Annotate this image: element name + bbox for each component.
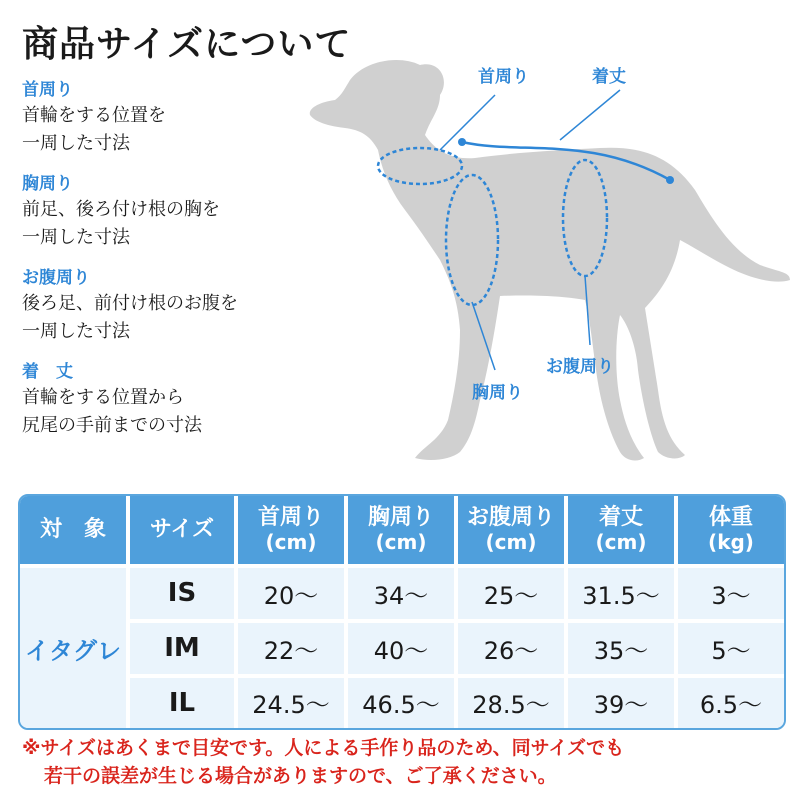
weight-cell: 3〜 — [676, 566, 784, 621]
belly-cell: 28.5〜 — [456, 676, 566, 728]
column-header: 体重 (kg) — [676, 496, 784, 566]
definition-label: お腹周り — [22, 268, 90, 288]
chest-cell: 46.5〜 — [346, 676, 456, 728]
dog-diagram-svg — [290, 40, 800, 480]
target-cell: イタグレ — [20, 566, 128, 728]
belly-cell: 25〜 — [456, 566, 566, 621]
size-cell: IL — [128, 676, 236, 728]
table-header-row — [20, 496, 784, 566]
column-header: サイズ — [128, 496, 236, 566]
disclaimer-line: 若干の誤差が生じる場合がありますので、ご了承ください。 — [44, 765, 557, 787]
disclaimer-note — [22, 734, 792, 790]
belly-callout-label: お腹周り — [546, 357, 614, 377]
dog-silhouette-icon — [310, 60, 790, 460]
page-title: 商品サイズについて — [22, 24, 352, 65]
length-callout-label: 着丈 — [592, 67, 626, 87]
length-cell: 35〜 — [566, 621, 676, 676]
size-table — [18, 494, 786, 730]
column-header: お腹周り (cm) — [456, 496, 566, 566]
definition-text: 首輪をする位置を 一周した寸法 — [22, 105, 166, 154]
column-header: 着丈 (cm) — [566, 496, 676, 566]
weight-cell: 5〜 — [676, 621, 784, 676]
definition-label: 着 丈 — [22, 362, 73, 382]
table-row — [20, 621, 784, 676]
column-header: 胸周り (cm) — [346, 496, 456, 566]
length-cell: 31.5〜 — [566, 566, 676, 621]
neck-cell: 20〜 — [236, 566, 346, 621]
size-cell: IS — [128, 566, 236, 621]
weight-cell: 6.5〜 — [676, 676, 784, 728]
length-leader-line — [560, 90, 620, 140]
definition-text: 後ろ足、前付け根のお腹を 一周した寸法 — [22, 293, 238, 342]
chest-callout-label: 胸周り — [472, 383, 523, 403]
neck-leader-line — [440, 95, 495, 150]
length-end-dot — [666, 176, 674, 184]
length-start-dot — [458, 138, 466, 146]
definition-label: 胸周り — [22, 174, 73, 194]
table-row — [20, 676, 784, 728]
column-header: 首周り (cm) — [236, 496, 346, 566]
size-cell: IM — [128, 621, 236, 676]
belly-cell: 26〜 — [456, 621, 566, 676]
column-header: 対 象 — [20, 496, 128, 566]
definition-label: 首周り — [22, 80, 73, 100]
neck-cell: 22〜 — [236, 621, 346, 676]
table-row — [20, 566, 784, 621]
neck-cell: 24.5〜 — [236, 676, 346, 728]
definition-text: 前足、後ろ付け根の胸を 一周した寸法 — [22, 199, 220, 248]
length-cell: 39〜 — [566, 676, 676, 728]
dog-diagram — [290, 40, 800, 480]
definition-text: 首輪をする位置から 尻尾の手前までの寸法 — [22, 387, 202, 436]
size-table-grid — [20, 496, 784, 728]
neck-callout-label: 首周り — [478, 67, 529, 87]
chest-cell: 40〜 — [346, 621, 456, 676]
chest-cell: 34〜 — [346, 566, 456, 621]
disclaimer-line: ※サイズはあくまで目安です。人による手作り品のため、同サイズでも — [22, 737, 625, 759]
